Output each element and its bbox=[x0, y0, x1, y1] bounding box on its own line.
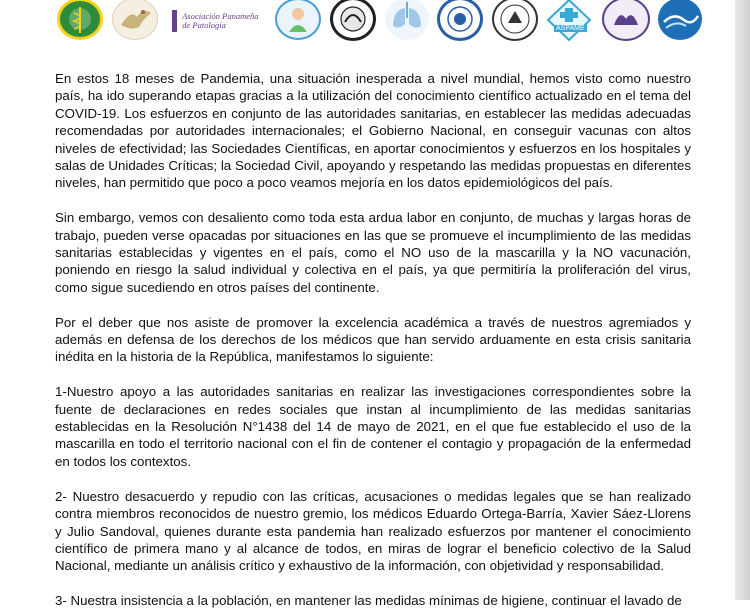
bird-icon bbox=[113, 0, 157, 39]
aspame-logo bbox=[546, 0, 592, 42]
medical-society-logo bbox=[57, 0, 103, 40]
hands-logo bbox=[602, 0, 650, 41]
aspame-icon bbox=[546, 0, 592, 42]
asociacion-panamena-patologia-logo bbox=[172, 2, 262, 40]
child-icon bbox=[277, 0, 319, 38]
emblem-icon bbox=[333, 0, 373, 38]
lungs-logo bbox=[385, 0, 429, 40]
seal-icon bbox=[494, 0, 536, 39]
letter-body bbox=[55, 70, 691, 610]
purple-bar-icon bbox=[172, 10, 177, 32]
asociacion-patologia-label: Asociación Panameña de Patología bbox=[182, 11, 259, 30]
paragraph-point-2: 2- Nuestro desacuerdo y repudio con las críticas, acusaciones o medidas legales que se han realizado contra miembros reconocidos de nuestro gremio, los médicos Eduardo Ortega-Barría, Xavier Sáez-Llorens y Julio Sandoval, quienes durante esta pandemia han realizado esfuerzos por mantener el conocimiento científico de primera mano y al alcance de todos, en miras de lograr el beneficio colectivo de la Salud Nacional, mediante un análisis crítico y exhaustivo de la información, con objetividad y responsabilidad. bbox=[55, 488, 691, 574]
page-edge bbox=[735, 0, 750, 600]
paragraph-point-1: 1-Nuestro apoyo a las autoridades sanitarias en realizar las investigaciones correspondientes sobre la fuente de declaraciones en redes sociales que instan al incumplimiento de las medidas sanitarias establecidas en la Resolución N°1438 del 14 de mayo de 2021, en el que fue establecido el uso de la mascarilla en todo el territorio nacional con el fin de contener el contagio y propagación de la enfermedad en todos los contextos. bbox=[55, 384, 691, 469]
globe-wave-logo bbox=[658, 0, 702, 40]
hands-icon bbox=[604, 0, 648, 39]
paragraph-sin-embargo: Sin embargo, vemos con desaliento como toda esta ardua labor en conjunto, de muchas y largas horas de trabajo, pueden verse opacadas por situaciones en las que se promueve el incumplimiento de las medidas sanitarias establecidas y vigentes en el país, como el NO uso de la mascarilla y la NO vacunación, poniendo en riesgo la salud individual y colectiva en el país, ya que permitiría la proliferación del virus, como sigue sucediendo en otros países del continente. bbox=[55, 210, 691, 295]
pediatric-society-logo bbox=[275, 0, 321, 40]
paragraph-intro: En estos 18 meses de Pandemia, una situación inesperada a nivel mundial, hemos visto como nuestro país, ha ido superando etapas gracias a la utilización del conocimiento científico actualizado en el tema del COVID-19. Los esfuerzos en conjunto de las autoridades sanitarias, en establecer las medidas adecuadas recomendadas por autoridades internacionales; el Gobierno Nacional, en conseguir vacunas con altos niveles de efectividad; las Sociedades Científicas, en aportar conocimientos y esfuerzos en los hospitales y salas de Unidades Críticas; la Sociedad Civil, apoyando y respetando las medidas propuestas en diferentes niveles, han permitido que poco a poco veamos mejoría en los datos epidemiológicos del país. bbox=[55, 71, 691, 191]
blue-circle-logo bbox=[437, 0, 483, 41]
globe-icon bbox=[658, 0, 702, 40]
caduceus-emblem-icon bbox=[60, 1, 100, 37]
aspame-label: ASPAME bbox=[556, 25, 585, 32]
paragraph-por-el-deber: Por el deber que nos asiste de promover la excelencia académica a través de nuestros agremiados y además en defensa de los derechos de los médicos que han servido arduamente en esta crisis sanitaria inédita en la historia de la República, manifestamos lo siguiente: bbox=[55, 314, 691, 365]
logo-strip bbox=[0, 0, 735, 50]
circle-seal-icon bbox=[440, 0, 480, 38]
white-bird-logo bbox=[112, 0, 158, 40]
paragraph-point-3: 3- Nuestra insistencia a la población, en mantener las medidas mínimas de higiene, continuar el lavado de bbox=[55, 593, 682, 609]
lungs-icon bbox=[385, 0, 429, 38]
black-white-seal-logo bbox=[492, 0, 538, 41]
black-emblem-logo bbox=[330, 0, 376, 41]
